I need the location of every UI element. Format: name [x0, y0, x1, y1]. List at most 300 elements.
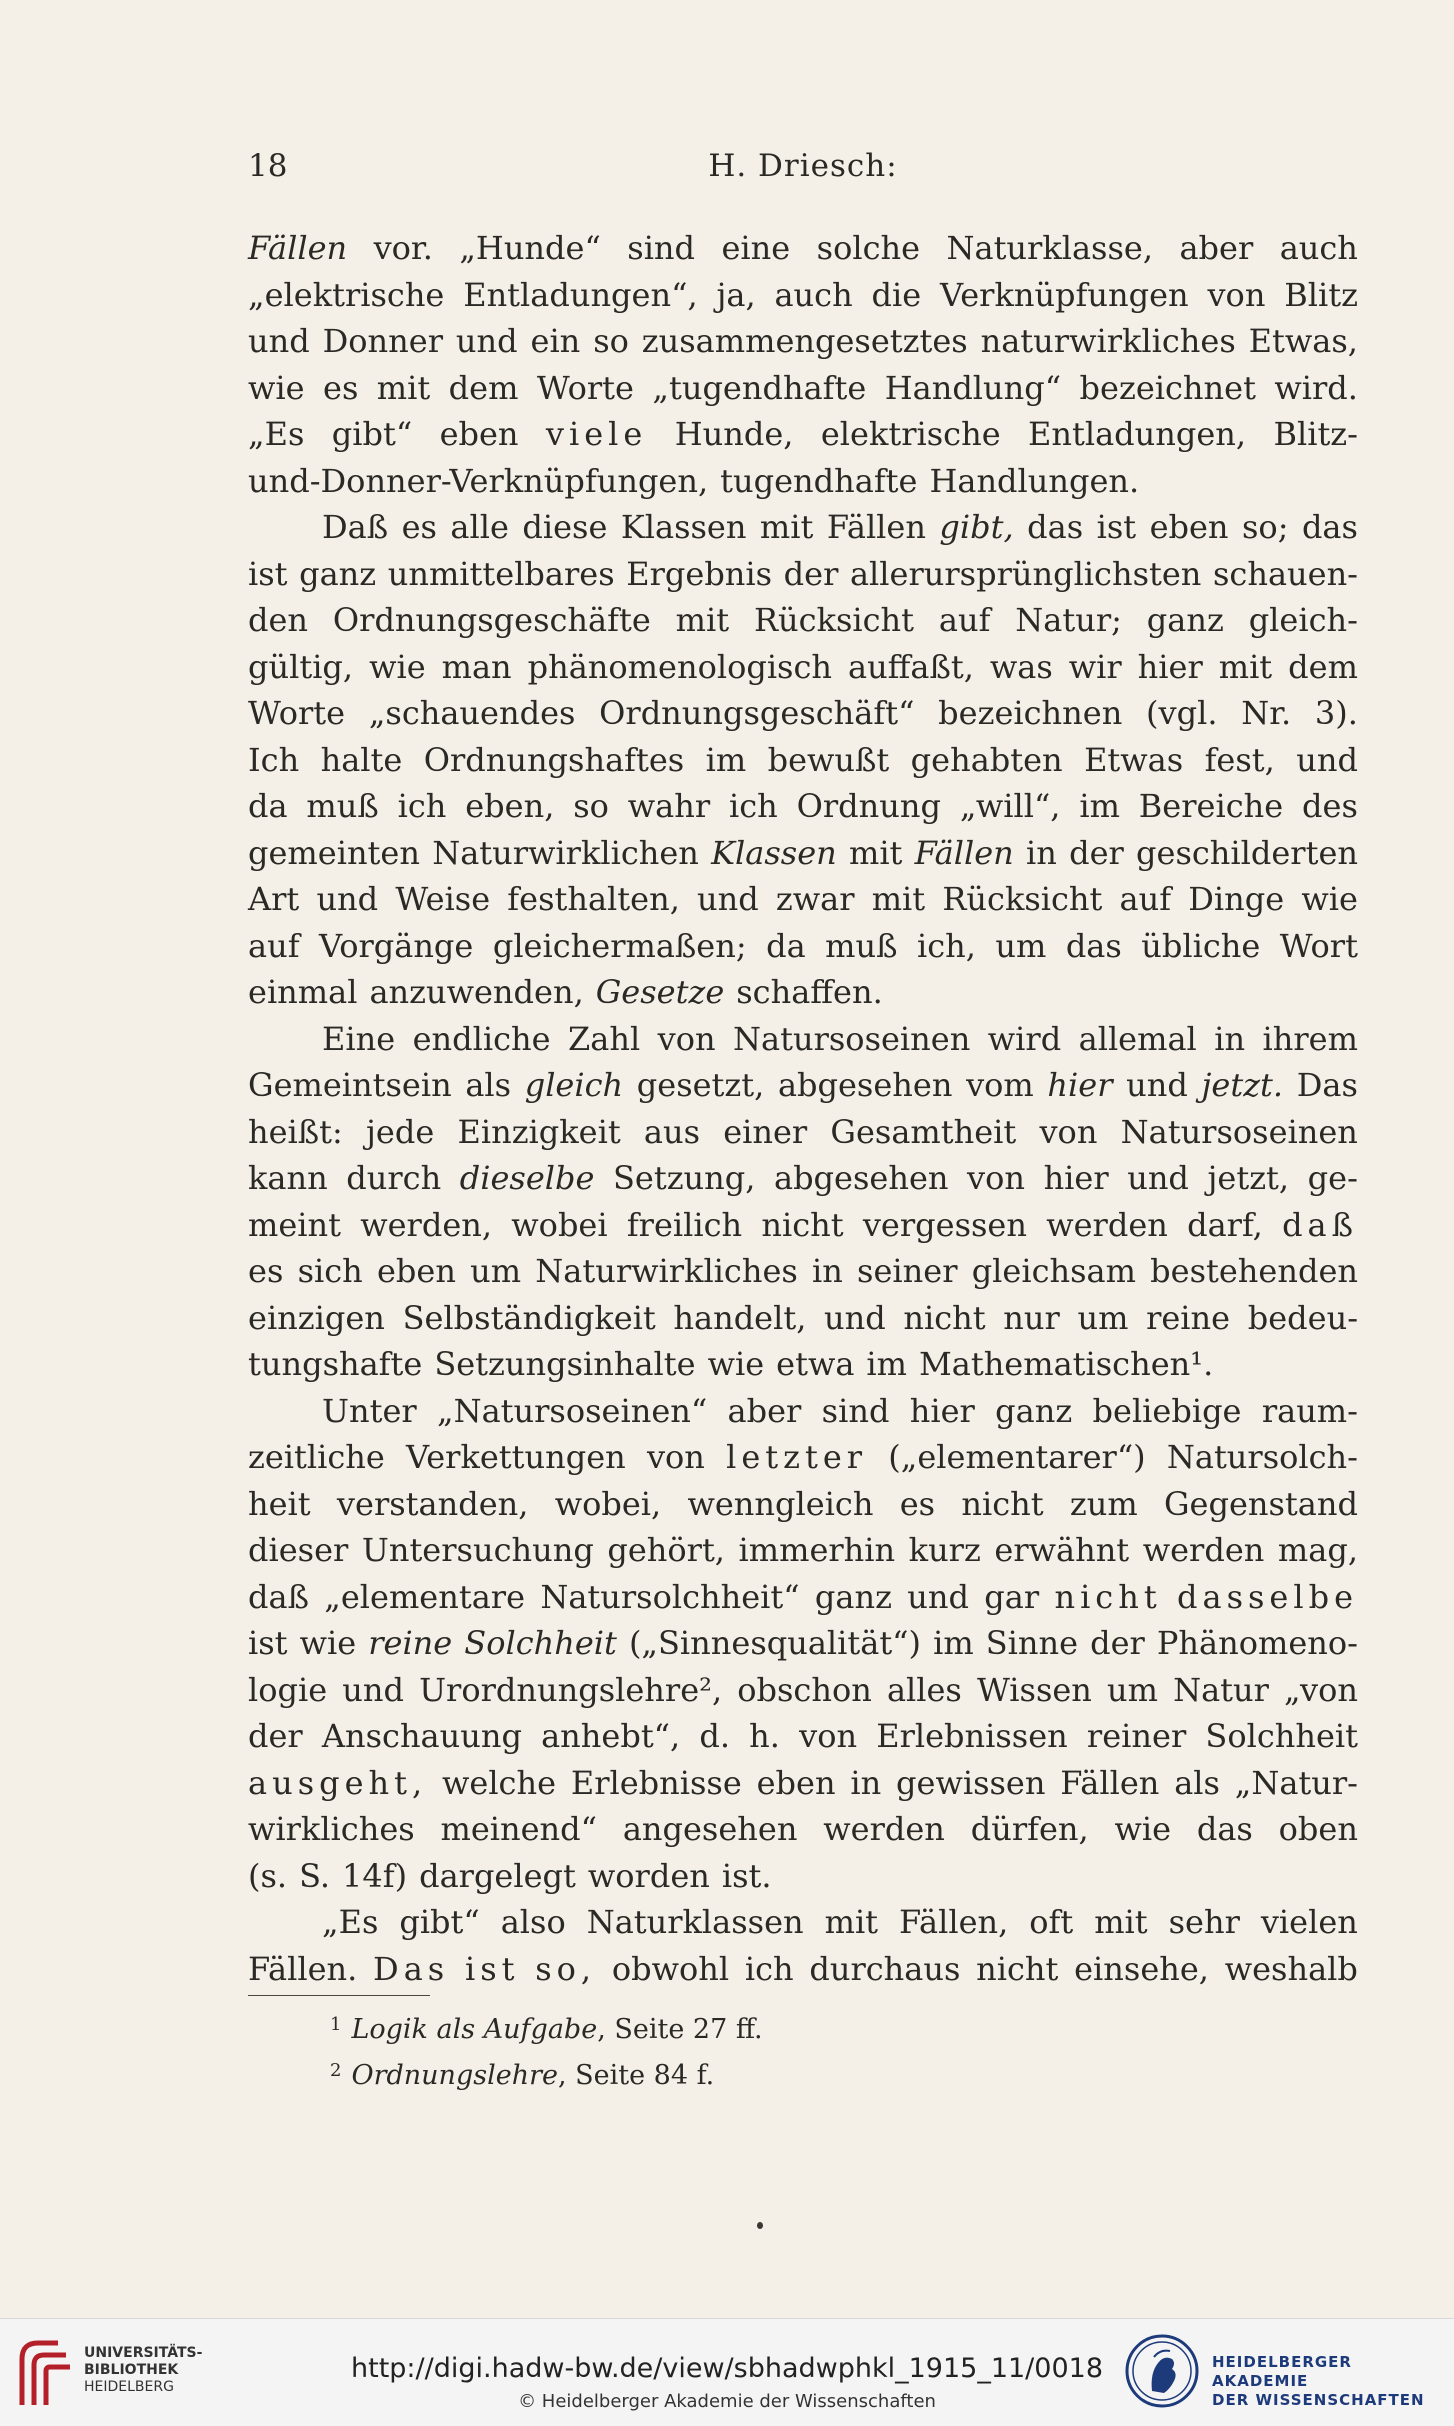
word: anzuwenden, — [369, 973, 584, 1011]
word: vor. — [373, 229, 433, 267]
word: beliebige — [1092, 1391, 1242, 1430]
word: festhalten, — [507, 880, 680, 918]
word: Selbständigkeit — [402, 1298, 656, 1337]
academy-name: HEIDELBERGER AKADEMIE DER WISSENSCHAFTEN — [1212, 2353, 1425, 2409]
word: Natur — [1173, 1670, 1269, 1709]
word: immerhin — [738, 1531, 896, 1569]
word: von — [657, 1019, 716, 1058]
word: h. — [749, 1717, 780, 1755]
word: das — [1196, 1810, 1253, 1848]
word: und — [1127, 1159, 1189, 1197]
word: Eine — [322, 1019, 396, 1058]
emphasis-word: Fällen — [248, 229, 348, 267]
word: Einzigkeit — [457, 1112, 621, 1151]
text-line — [248, 1481, 1358, 1528]
word: und — [824, 1298, 886, 1337]
word: Dinge — [1188, 880, 1285, 918]
word: auch — [1279, 229, 1358, 267]
word: Handlungen. — [929, 461, 1140, 500]
word: und-Donner-Verknüpfungen, — [248, 461, 709, 500]
word: werden — [1046, 1205, 1168, 1244]
word: Gegenstand — [1163, 1484, 1358, 1523]
spaced-emphasis-word: ist — [464, 1949, 520, 1988]
word: in — [1026, 833, 1057, 872]
word: Handlung“ — [884, 368, 1062, 407]
text-line — [248, 1109, 1358, 1156]
university-library-name: UNIVERSITÄTS- BIBLIOTHEK HEIDELBERG — [84, 2345, 203, 2395]
emphasis-word: gleich — [524, 1066, 624, 1104]
word: durchaus — [809, 1949, 961, 1988]
word: mit — [1218, 647, 1273, 686]
word: naturwirkliches — [980, 322, 1236, 360]
word: aber — [1179, 229, 1254, 267]
word: das — [1301, 508, 1358, 546]
word: von — [1207, 275, 1266, 314]
word: Blitz- — [1273, 415, 1358, 453]
word: oben — [1278, 1810, 1358, 1848]
word: ist. — [721, 1856, 772, 1895]
word: gewissen — [896, 1763, 1046, 1802]
word: wie — [248, 368, 305, 407]
text-line — [248, 411, 1358, 458]
word: d. — [699, 1717, 731, 1755]
text-line — [248, 1155, 1358, 1202]
word: einmal — [248, 973, 358, 1011]
word: eben — [1149, 508, 1229, 546]
word: mit — [1094, 1903, 1148, 1941]
word: muß — [825, 926, 898, 965]
word: und — [248, 322, 310, 360]
word: tugendhafte — [720, 461, 918, 500]
word: wie — [1301, 880, 1358, 918]
word: Fällen, — [899, 1903, 1009, 1941]
word: Erlebnisse — [570, 1763, 742, 1802]
word: Verknüpfungen — [940, 275, 1189, 314]
text-line — [248, 504, 1358, 551]
word: Untersuchung — [361, 1531, 594, 1569]
spaced-emphasis-word: daß — [1282, 1205, 1358, 1244]
word: Rücksicht — [942, 880, 1103, 918]
emphasis-word: jetzt. — [1201, 1066, 1284, 1104]
word: Anschauung — [321, 1717, 522, 1755]
footnote-divider — [248, 1995, 430, 1996]
word: Ordnungshaftes — [423, 740, 685, 779]
word: nicht — [961, 1484, 1044, 1523]
word: ist — [1096, 508, 1137, 546]
word: Natursoseinen — [733, 1019, 971, 1058]
word: Naturwirkliches — [535, 1252, 798, 1290]
word: vielen — [1260, 1903, 1358, 1941]
word: „elektrische — [248, 275, 445, 314]
emphasis-word: Klassen — [711, 833, 837, 872]
word: „schauendes — [368, 694, 576, 732]
word: oft — [1029, 1903, 1074, 1941]
word: wie — [707, 1345, 765, 1383]
word: („Sinnesqualität“) — [628, 1624, 922, 1662]
word: Ordnung — [796, 787, 941, 825]
word: Setzungsinhalte — [434, 1345, 696, 1383]
text-line — [248, 1760, 1358, 1807]
word: einzigen — [248, 1298, 385, 1337]
word: da — [248, 787, 288, 825]
footnote — [330, 2050, 1230, 2096]
word: Urordnungslehre², — [419, 1670, 723, 1709]
word: mit — [675, 601, 730, 639]
word: bewußt — [767, 740, 890, 779]
word: um — [1077, 1298, 1129, 1337]
emphasis-word: Gesetze — [595, 973, 725, 1011]
word: gehabten — [910, 740, 1063, 779]
word: ist — [248, 554, 288, 593]
word: ganz — [814, 1577, 892, 1616]
word: alle — [450, 508, 509, 546]
text-line — [248, 318, 1358, 365]
word: wie — [1114, 1810, 1172, 1848]
word: eine — [721, 229, 791, 267]
word: Unter — [322, 1391, 417, 1430]
text-line — [248, 969, 1358, 1016]
word: gleichsam — [971, 1252, 1136, 1290]
word: auch — [774, 275, 853, 314]
word: Das — [1296, 1066, 1358, 1104]
spaced-emphasis-word: nicht — [1054, 1577, 1162, 1616]
word: (s. — [248, 1856, 288, 1895]
word: wird — [987, 1019, 1062, 1058]
footnote-title: Ordnungslehre — [351, 2060, 558, 2091]
word: der — [783, 554, 839, 593]
running-head — [248, 148, 1358, 192]
word: diese — [522, 508, 608, 546]
word: abgesehen — [777, 1066, 953, 1104]
word: eben — [439, 415, 519, 453]
word: Ich — [248, 740, 300, 779]
word: ihrem — [1262, 1019, 1358, 1058]
word: geschilderten — [1136, 833, 1358, 872]
word: mit — [759, 508, 814, 546]
text-line — [248, 876, 1358, 923]
word: „Es — [322, 1903, 379, 1941]
word: im — [933, 1624, 974, 1662]
word: Gemeintsein — [248, 1066, 452, 1104]
word: eben — [376, 1252, 456, 1290]
word: Vorgänge — [319, 926, 474, 965]
word: Verkettungen — [406, 1438, 626, 1476]
word: Nr. — [1241, 694, 1292, 732]
word: Naturwirklichen — [432, 833, 699, 872]
text-line — [248, 1248, 1358, 1295]
academy-seal-icon — [1124, 2333, 1200, 2409]
word: sehr — [1168, 1903, 1240, 1941]
spaced-emphasis-word: Das — [373, 1949, 450, 1988]
word: abgesehen — [773, 1159, 949, 1197]
word: wahr — [627, 787, 711, 825]
word: ganz — [299, 554, 377, 593]
word: „elementare — [324, 1577, 525, 1616]
word: sind — [627, 229, 696, 267]
word: Blitz — [1284, 275, 1358, 314]
word: heit — [248, 1484, 311, 1523]
word: gültig, — [248, 647, 354, 686]
word: gar — [984, 1577, 1040, 1616]
emphasis-word: gibt, — [939, 508, 1014, 546]
word: Bereiche — [1138, 787, 1284, 825]
text-line — [248, 1620, 1358, 1667]
word: mag, — [1277, 1531, 1358, 1569]
word: obwohl — [611, 1949, 730, 1988]
word: welche — [441, 1763, 557, 1802]
word: reiner — [1086, 1717, 1187, 1755]
word: seiner — [857, 1252, 958, 1290]
word: mit — [824, 1903, 879, 1941]
word: elektrische — [820, 415, 1001, 453]
word: Fällen — [1060, 1763, 1160, 1802]
word: jede — [366, 1112, 435, 1151]
word: tungshafte — [248, 1345, 423, 1383]
word: auf — [938, 601, 991, 639]
word: gleichermaßen; — [492, 926, 747, 965]
word: „will“, — [959, 787, 1061, 825]
text-line — [248, 1527, 1358, 1574]
word: phänomenologisch — [527, 647, 832, 686]
author-heading: H. Driesch: — [708, 148, 898, 184]
word: in — [1214, 1019, 1246, 1058]
word: ganz — [1146, 601, 1224, 639]
word: im — [1079, 787, 1120, 825]
word: Zahl — [568, 1019, 641, 1058]
word: darf, — [1187, 1205, 1263, 1244]
word: „Es — [248, 415, 305, 453]
word: raum- — [1261, 1391, 1358, 1430]
word: Etwas, — [1248, 322, 1358, 360]
emphasis-word: Fällen — [914, 833, 1014, 872]
word: handelt, — [673, 1298, 807, 1337]
text-line — [248, 225, 1358, 272]
word: worden — [587, 1856, 710, 1895]
word: bezeichnen — [938, 694, 1123, 732]
word: Erlebnissen — [876, 1717, 1068, 1755]
emphasis-word: reine — [368, 1624, 453, 1662]
word: werden — [1142, 1531, 1265, 1569]
word: Rücksicht — [753, 601, 914, 639]
word: aber — [727, 1391, 802, 1430]
word: Ergebnis — [626, 554, 773, 593]
word: ja, — [716, 275, 756, 314]
word: Wissen — [976, 1670, 1092, 1709]
text-line — [248, 551, 1358, 598]
word: Weise — [395, 880, 491, 918]
word: und — [455, 322, 518, 360]
word: Natursolchheit“ — [540, 1577, 800, 1616]
word: übliche — [1141, 926, 1261, 965]
text-line — [248, 923, 1358, 970]
footnote-page: , Seite 27 ff. — [597, 2014, 763, 2045]
permalink-url[interactable]: http://digi.hadw-bw.de/view/sbhadwphkl_1915_11/0018 — [351, 2353, 1103, 2384]
word: heißt: — [248, 1112, 343, 1151]
word: werden, — [360, 1205, 493, 1244]
word: Entladungen, — [1028, 415, 1247, 453]
word: wird. — [1274, 368, 1358, 407]
text-line — [248, 1062, 1358, 1109]
word: „Natur- — [1234, 1763, 1358, 1802]
word: meint — [248, 1205, 341, 1244]
word: dieser — [248, 1531, 349, 1569]
text-line — [248, 365, 1358, 412]
word: ich — [397, 787, 447, 825]
word: Entladungen“, — [463, 275, 698, 314]
word: bestehenden — [1150, 1252, 1358, 1290]
word: in — [850, 1763, 882, 1802]
word: von — [799, 1717, 858, 1755]
word: werden — [823, 1810, 945, 1848]
word: hier — [1137, 647, 1203, 686]
word: der — [1090, 1624, 1145, 1662]
word: „tugendhafte — [652, 368, 867, 407]
word: „Natursoseinen“ — [437, 1391, 708, 1430]
word: angesehen — [622, 1810, 798, 1848]
word: ist — [248, 1624, 288, 1662]
word: Mathematischen¹. — [918, 1345, 1214, 1383]
word: und — [907, 1577, 969, 1616]
word: meinend“ — [440, 1810, 597, 1848]
word: endliche — [412, 1019, 551, 1058]
word: sich — [297, 1252, 363, 1290]
spaced-emphasis-word: letzter — [726, 1438, 868, 1476]
word: einer — [723, 1112, 808, 1151]
word: wir — [1068, 647, 1122, 686]
word: was — [989, 647, 1053, 686]
word: nicht — [976, 1949, 1059, 1988]
word: wenngleich — [687, 1484, 874, 1523]
word: als — [1174, 1763, 1220, 1802]
word: es — [899, 1484, 936, 1523]
word: reine — [1146, 1298, 1231, 1337]
word: muß — [306, 787, 379, 825]
copyright-notice: © Heidelberger Akademie der Wissenschaften — [518, 2391, 936, 2412]
word: „Hunde“ — [459, 229, 601, 267]
word: hier — [1043, 1159, 1109, 1197]
spaced-emphasis-word: so, — [535, 1949, 597, 1988]
word: unmittelbares — [387, 554, 615, 593]
word: ich — [744, 1949, 794, 1988]
word: auffaßt, — [847, 647, 974, 686]
word: so — [573, 787, 609, 825]
word: „von — [1284, 1670, 1358, 1709]
word: wobei — [511, 1205, 608, 1244]
text-line — [248, 1853, 1358, 1900]
text-line — [248, 1341, 1358, 1388]
word: im — [866, 1345, 907, 1383]
emphasis-word: dieselbe — [459, 1159, 595, 1197]
word: 14f) — [342, 1856, 408, 1895]
word: den — [248, 601, 309, 639]
word: Natursoseinen — [1120, 1112, 1358, 1151]
word: dargelegt — [419, 1856, 576, 1895]
spaced-emphasis-word: dasselbe — [1177, 1577, 1358, 1616]
word: Fällen — [826, 508, 926, 546]
word: S. — [299, 1856, 331, 1895]
word: so — [593, 322, 629, 360]
word: es — [323, 368, 359, 407]
word: solche — [816, 229, 921, 267]
text-line — [248, 644, 1358, 691]
word: gleich- — [1248, 601, 1358, 639]
word: Ordnungsgeschäfte — [332, 601, 651, 639]
word: gibt“ — [399, 1903, 480, 1941]
word: dem — [448, 368, 519, 407]
word: dem — [1288, 647, 1358, 686]
word: gibt“ — [331, 415, 413, 453]
word: und — [697, 880, 759, 918]
word: Worte — [536, 368, 634, 407]
word: auf — [1119, 880, 1172, 918]
text-line — [248, 1295, 1358, 1342]
word: gemeinten — [248, 833, 420, 872]
emphasis-word: hier — [1047, 1066, 1113, 1104]
word: vergessen — [862, 1205, 1027, 1244]
text-line — [248, 1574, 1358, 1621]
word: dürfen, — [970, 1810, 1089, 1848]
word: alles — [886, 1670, 962, 1709]
word: des — [1302, 787, 1358, 825]
word: kann — [248, 1159, 328, 1197]
word: von — [967, 1159, 1025, 1197]
text-line — [248, 597, 1358, 644]
footnote-page: , Seite 84 f. — [557, 2060, 715, 2091]
word: daß — [248, 1577, 309, 1616]
word: Wort — [1279, 926, 1358, 965]
word: nicht — [761, 1205, 844, 1244]
ink-speck — [757, 2222, 763, 2229]
word: Worte — [248, 694, 346, 732]
word: schaffen. — [736, 973, 883, 1011]
word: wobei, — [554, 1484, 662, 1523]
word: mit — [848, 833, 903, 872]
word: Natur; — [1015, 601, 1122, 639]
word: durch — [346, 1159, 442, 1197]
text-line — [248, 1899, 1358, 1946]
word: Naturklasse, — [946, 229, 1153, 267]
text-line — [248, 783, 1358, 830]
word: fest, — [1204, 740, 1275, 779]
word: zusammengesetztes — [641, 322, 968, 360]
word: Naturklassen — [586, 1903, 804, 1941]
word: verstanden, — [336, 1484, 529, 1523]
footer-bar — [0, 2318, 1454, 2426]
text-line — [248, 1946, 1358, 1993]
word: der — [248, 1717, 303, 1755]
word: bezeichnet — [1079, 368, 1256, 407]
word: der — [1069, 833, 1124, 872]
word: Sinne — [985, 1624, 1079, 1662]
word: eben, — [465, 787, 555, 825]
word: das — [1027, 508, 1084, 546]
word: so; — [1242, 508, 1289, 546]
footnote — [330, 2004, 1230, 2050]
word: ganz — [995, 1391, 1073, 1430]
word: vom — [966, 1066, 1034, 1104]
word: Setzung, — [612, 1159, 756, 1197]
word: Klassen — [620, 508, 747, 546]
text-line — [248, 1434, 1358, 1481]
word: mit — [376, 368, 431, 407]
text-line — [248, 1016, 1358, 1063]
word: kurz — [908, 1531, 981, 1569]
word: („elementarer“) — [888, 1438, 1146, 1476]
word: in — [812, 1252, 843, 1290]
text-line — [248, 690, 1358, 737]
word: Natursolch- — [1166, 1438, 1358, 1476]
word: ein — [530, 322, 581, 360]
